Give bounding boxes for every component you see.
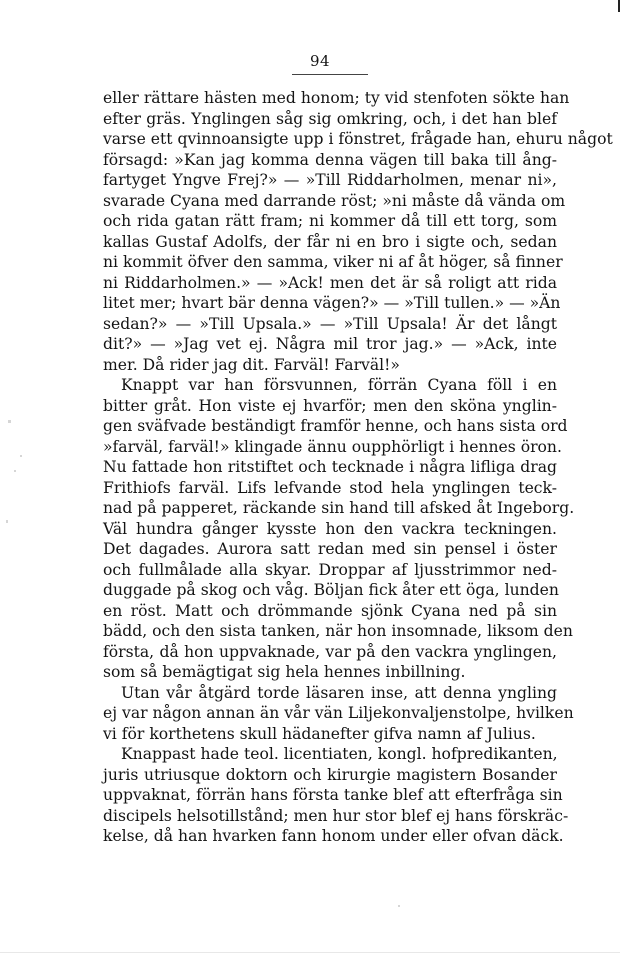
text-line: första, då hon uppvaknade, var på den vackra ynglingen,: [103, 642, 557, 661]
text-line: och rida gatan rätt fram; ni kommer då till ett torg, som: [103, 212, 557, 230]
text-line: försagd: »Kan jag komma denna vägen till baka till ång-: [103, 150, 557, 169]
text-line: Väl hundra gånger kysste hon den vackra teckningen.: [103, 519, 557, 538]
text-line: sedan?» — »Till Upsala.» — »Till Upsala! Är det långt: [103, 314, 557, 333]
text-line: en röst. Matt och drömmande sjönk Cyana ned på sin: [103, 601, 557, 620]
text-line: fartyget Yngve Frej?» — »Till Riddarholmen, menar ni»,: [103, 171, 557, 189]
text-line: duggade på skog och våg. Böljan fick åter ett öga, lunden: [103, 581, 559, 599]
text-line: bädd, och den sista tanken, när hon insomnade, liksom den: [103, 622, 573, 640]
text-line: Utan vår åtgärd torde läsaren inse, att denna yngling: [121, 683, 557, 702]
text-line: Knappast hade teol. licentiaten, kongl. hofpredikanten,: [121, 745, 558, 763]
text-line: »farväl, farväl!» klingade ännu oupphörligt i hennes öron.: [103, 437, 562, 456]
paper-speckle: [14, 470, 16, 472]
text-line: Frithiofs farväl. Lifs lefvande stod hela ynglingen teck-: [103, 478, 557, 497]
text-line: varse ett qvinnoansigte upp i fönstret, frågade han, ehuru något: [103, 130, 613, 148]
text-line: gen sväfvade beständigt framför henne, och hans sista ord: [103, 417, 568, 435]
paper-speckle: [0, 952, 620, 953]
text-line: och fullmålade alla skyar. Droppar af ljusstrimmor ned-: [103, 560, 557, 579]
text-line: uppvaknat, förrän hans första tanke blef att efterfråga sin: [103, 786, 563, 804]
text-line: ej var någon annan än vår vän Liljekonvaljenstolpe, hvilken: [103, 704, 574, 722]
text-line: efter gräs. Ynglingen såg sig omkring, och, i det han blef: [103, 109, 557, 128]
text-line: juris utriusque doktorn och kirurgie magistern Bosander: [103, 765, 557, 784]
page-edge-mark: [618, 0, 620, 12]
text-line: kallas Gustaf Adolfs, der får ni en bro i sigte och, sedan: [103, 232, 557, 251]
paper-speckle: [398, 905, 400, 907]
text-line: nad på papperet, räckande sin hand till afsked åt Ingeborg.: [103, 499, 575, 517]
text-line: Nu fattade hon ritstiftet och tecknade i några lifliga drag: [103, 458, 557, 476]
text-line: dit?» — »Jag vet ej. Några mil tror jag.» — »Ack, inte: [103, 335, 557, 353]
paper-speckle: [6, 520, 8, 523]
page-number-rule: [292, 74, 368, 75]
text-line: bitter gråt. Hon viste ej hvarför; men den sköna ynglin-: [103, 396, 557, 415]
text-line: ni kommit öfver den samma, viker ni af åt höger, så finner: [103, 253, 563, 271]
paper-speckle: [8, 420, 11, 423]
text-line: kelse, då han hvarken fann honom under eller ofvan däck.: [103, 827, 564, 845]
text-line: vi för korthetens skull hädanefter gifva namn af Julius.: [103, 724, 536, 743]
text-line: mer. Då rider jag dit. Farväl! Farväl!»: [103, 355, 400, 374]
page-number: 94: [309, 52, 331, 70]
text-line: litet mer; hvart bär denna vägen?» — »Till tullen.» — »Än: [103, 294, 561, 312]
text-line: ni Riddarholmen.» — »Ack! men det är så roligt att rida: [103, 273, 557, 292]
text-line: Det dagades. Aurora satt redan med sin pensel i öster: [103, 540, 557, 558]
text-line: svarade Cyana med darrande röst; »ni måste då vända om: [103, 191, 566, 210]
body-text: [103, 88, 613, 847]
text-line: Knappt var han försvunnen, förrän Cyana föll i en: [121, 376, 557, 394]
text-line: eller rättare hästen med honom; ty vid stenfoten sökte han: [103, 89, 570, 107]
text-line: discipels helsotillstånd; men hur stor blef ej hans förskräc-: [103, 806, 569, 825]
paper-speckle: [20, 455, 22, 457]
text-line: som så bemägtigat sig hela hennes inbillning.: [103, 663, 466, 681]
